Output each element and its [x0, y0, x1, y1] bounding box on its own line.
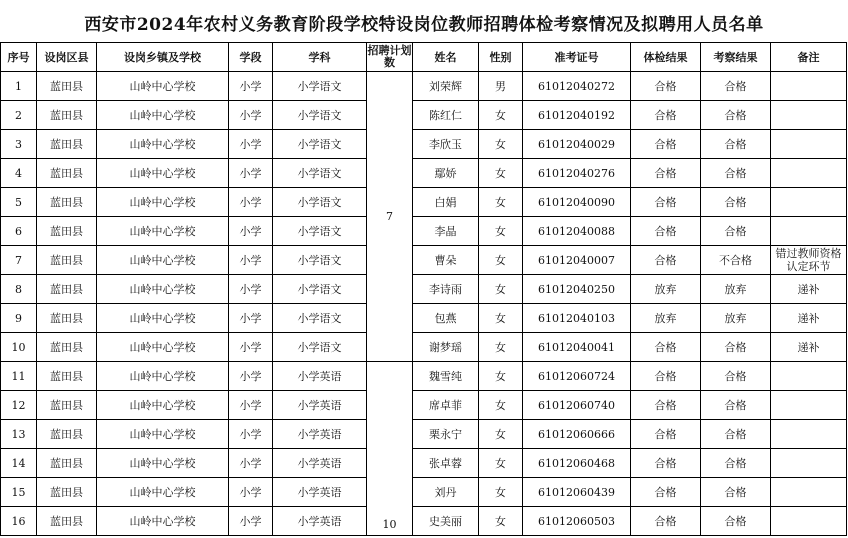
cell-name: 曹朵 — [413, 246, 479, 275]
cell-school: 山岭中心学校 — [97, 507, 229, 536]
cell-stage: 小学 — [229, 478, 273, 507]
cell-county: 蓝田县 — [37, 159, 97, 188]
cell-gender: 女 — [479, 304, 523, 333]
cell-remark — [771, 478, 847, 507]
cell-physical: 合格 — [631, 391, 701, 420]
cell-school: 山岭中心学校 — [97, 362, 229, 391]
cell-school: 山岭中心学校 — [97, 391, 229, 420]
cell-review: 合格 — [701, 391, 771, 420]
cell-gender: 女 — [479, 188, 523, 217]
cell-exam-id: 61012060503 — [523, 507, 631, 536]
cell-name: 张卓蓉 — [413, 449, 479, 478]
cell-remark — [771, 72, 847, 101]
table-row — [1, 101, 847, 130]
cell-physical: 合格 — [631, 130, 701, 159]
cell-review: 合格 — [701, 130, 771, 159]
cell-county: 蓝田县 — [37, 478, 97, 507]
cell-name: 陈红仁 — [413, 101, 479, 130]
cell-physical: 合格 — [631, 101, 701, 130]
cell-no: 3 — [1, 130, 37, 159]
cell-review: 合格 — [701, 507, 771, 536]
cell-county: 蓝田县 — [37, 507, 97, 536]
cell-school: 山岭中心学校 — [97, 188, 229, 217]
cell-no: 8 — [1, 275, 37, 304]
cell-exam-id: 61012060468 — [523, 449, 631, 478]
cell-school: 山岭中心学校 — [97, 159, 229, 188]
cell-physical: 放弃 — [631, 304, 701, 333]
cell-school: 山岭中心学校 — [97, 333, 229, 362]
cell-review: 合格 — [701, 72, 771, 101]
cell-gender: 女 — [479, 449, 523, 478]
header-plan: 招聘计划数 — [367, 43, 413, 72]
cell-exam-id: 61012040276 — [523, 159, 631, 188]
cell-stage: 小学 — [229, 275, 273, 304]
cell-subject: 小学语文 — [273, 130, 367, 159]
cell-no: 7 — [1, 246, 37, 275]
cell-subject: 小学语文 — [273, 188, 367, 217]
cell-gender: 女 — [479, 478, 523, 507]
cell-review: 放弃 — [701, 275, 771, 304]
cell-gender: 女 — [479, 333, 523, 362]
table-row — [1, 246, 847, 275]
cell-no: 13 — [1, 420, 37, 449]
cell-stage: 小学 — [229, 362, 273, 391]
cell-stage: 小学 — [229, 130, 273, 159]
cell-county: 蓝田县 — [37, 449, 97, 478]
header-stage: 学段 — [229, 43, 273, 72]
cell-stage: 小学 — [229, 72, 273, 101]
page-title: 西安市2024年农村义务教育阶段学校特设岗位教师招聘体检考察情况及拟聘用人员名单 — [84, 15, 764, 35]
cell-name: 刘荣辉 — [413, 72, 479, 101]
cell-exam-id: 61012060666 — [523, 420, 631, 449]
cell-stage: 小学 — [229, 159, 273, 188]
cell-name: 李欣玉 — [413, 130, 479, 159]
cell-physical: 合格 — [631, 217, 701, 246]
cell-exam-id: 61012040007 — [523, 246, 631, 275]
cell-gender: 女 — [479, 420, 523, 449]
table-row — [1, 507, 847, 536]
cell-exam-id: 61012060439 — [523, 478, 631, 507]
cell-stage: 小学 — [229, 507, 273, 536]
cell-no: 4 — [1, 159, 37, 188]
cell-review: 合格 — [701, 420, 771, 449]
cell-review: 放弃 — [701, 304, 771, 333]
cell-remark: 递补 — [771, 333, 847, 362]
table-row — [1, 217, 847, 246]
cell-remark — [771, 188, 847, 217]
cell-school: 山岭中心学校 — [97, 304, 229, 333]
cell-no: 11 — [1, 362, 37, 391]
cell-physical: 放弃 — [631, 275, 701, 304]
cell-subject: 小学英语 — [273, 420, 367, 449]
cell-stage: 小学 — [229, 101, 273, 130]
cell-name: 包燕 — [413, 304, 479, 333]
cell-school: 山岭中心学校 — [97, 449, 229, 478]
cell-physical: 合格 — [631, 333, 701, 362]
cell-county: 蓝田县 — [37, 420, 97, 449]
personnel-table — [0, 42, 847, 536]
cell-remark — [771, 130, 847, 159]
cell-remark — [771, 391, 847, 420]
cell-no: 1 — [1, 72, 37, 101]
cell-stage: 小学 — [229, 333, 273, 362]
cell-name: 刘丹 — [413, 478, 479, 507]
cell-name: 李诗雨 — [413, 275, 479, 304]
header-gender: 性别 — [479, 43, 523, 72]
cell-no: 16 — [1, 507, 37, 536]
cell-school: 山岭中心学校 — [97, 420, 229, 449]
table-row — [1, 304, 847, 333]
cell-review: 合格 — [701, 217, 771, 246]
cell-remark — [771, 217, 847, 246]
cell-county: 蓝田县 — [37, 217, 97, 246]
cell-review: 合格 — [701, 449, 771, 478]
header-subject: 学科 — [273, 43, 367, 72]
cell-school: 山岭中心学校 — [97, 130, 229, 159]
cell-physical: 合格 — [631, 420, 701, 449]
cell-subject: 小学语文 — [273, 333, 367, 362]
cell-county: 蓝田县 — [37, 391, 97, 420]
cell-physical: 合格 — [631, 478, 701, 507]
cell-remark: 递补 — [771, 275, 847, 304]
cell-name: 李晶 — [413, 217, 479, 246]
cell-school: 山岭中心学校 — [97, 101, 229, 130]
table-row — [1, 449, 847, 478]
header-no: 序号 — [1, 43, 37, 72]
cell-gender: 女 — [479, 159, 523, 188]
cell-subject: 小学语文 — [273, 275, 367, 304]
cell-plan-count: 7 — [367, 72, 413, 362]
cell-gender: 女 — [479, 130, 523, 159]
cell-physical: 合格 — [631, 246, 701, 275]
cell-plan-count: 10 — [367, 362, 413, 536]
cell-school: 山岭中心学校 — [97, 478, 229, 507]
cell-subject: 小学英语 — [273, 362, 367, 391]
table-header-row — [1, 43, 847, 72]
cell-physical: 合格 — [631, 72, 701, 101]
cell-subject: 小学语文 — [273, 159, 367, 188]
cell-remark — [771, 507, 847, 536]
cell-county: 蓝田县 — [37, 188, 97, 217]
cell-review: 合格 — [701, 188, 771, 217]
header-county: 设岗区县 — [37, 43, 97, 72]
cell-review: 合格 — [701, 159, 771, 188]
cell-subject: 小学语文 — [273, 101, 367, 130]
cell-exam-id: 61012040250 — [523, 275, 631, 304]
cell-subject: 小学英语 — [273, 507, 367, 536]
cell-name: 魏雪纯 — [413, 362, 479, 391]
cell-name: 白娟 — [413, 188, 479, 217]
table-row — [1, 391, 847, 420]
header-review: 考察结果 — [701, 43, 771, 72]
cell-review: 不合格 — [701, 246, 771, 275]
cell-name: 鄢娇 — [413, 159, 479, 188]
cell-gender: 女 — [479, 507, 523, 536]
cell-physical: 合格 — [631, 362, 701, 391]
cell-stage: 小学 — [229, 188, 273, 217]
cell-physical: 合格 — [631, 449, 701, 478]
cell-county: 蓝田县 — [37, 304, 97, 333]
table-row — [1, 420, 847, 449]
cell-stage: 小学 — [229, 449, 273, 478]
cell-subject: 小学英语 — [273, 449, 367, 478]
cell-name: 栗永宁 — [413, 420, 479, 449]
table-row — [1, 362, 847, 391]
cell-remark — [771, 362, 847, 391]
cell-review: 合格 — [701, 101, 771, 130]
table-row — [1, 72, 847, 101]
cell-exam-id: 61012040029 — [523, 130, 631, 159]
cell-remark — [771, 420, 847, 449]
header-name: 姓名 — [413, 43, 479, 72]
cell-review: 合格 — [701, 333, 771, 362]
cell-exam-id: 61012040103 — [523, 304, 631, 333]
cell-review: 合格 — [701, 362, 771, 391]
cell-gender: 女 — [479, 391, 523, 420]
cell-county: 蓝田县 — [37, 246, 97, 275]
cell-exam-id: 61012040088 — [523, 217, 631, 246]
cell-gender: 女 — [479, 101, 523, 130]
cell-remark — [771, 101, 847, 130]
cell-physical: 合格 — [631, 159, 701, 188]
cell-remark: 错过教师资格认定环节 — [771, 246, 847, 275]
cell-review: 合格 — [701, 478, 771, 507]
header-remark: 备注 — [771, 43, 847, 72]
cell-no: 2 — [1, 101, 37, 130]
cell-no: 14 — [1, 449, 37, 478]
cell-gender: 女 — [479, 362, 523, 391]
table-body — [1, 72, 847, 536]
cell-school: 山岭中心学校 — [97, 217, 229, 246]
cell-gender: 男 — [479, 72, 523, 101]
cell-stage: 小学 — [229, 246, 273, 275]
cell-no: 10 — [1, 333, 37, 362]
header-physical: 体检结果 — [631, 43, 701, 72]
cell-no: 15 — [1, 478, 37, 507]
table-row — [1, 188, 847, 217]
cell-county: 蓝田县 — [37, 101, 97, 130]
header-exam-id: 准考证号 — [523, 43, 631, 72]
cell-subject: 小学语文 — [273, 217, 367, 246]
cell-remark: 递补 — [771, 304, 847, 333]
cell-exam-id: 61012060740 — [523, 391, 631, 420]
cell-county: 蓝田县 — [37, 362, 97, 391]
cell-no: 12 — [1, 391, 37, 420]
cell-subject: 小学语文 — [273, 304, 367, 333]
cell-physical: 合格 — [631, 507, 701, 536]
cell-school: 山岭中心学校 — [97, 246, 229, 275]
cell-exam-id: 61012040272 — [523, 72, 631, 101]
cell-stage: 小学 — [229, 304, 273, 333]
cell-exam-id: 61012040192 — [523, 101, 631, 130]
table-row — [1, 159, 847, 188]
table-row — [1, 478, 847, 507]
cell-exam-id: 61012040090 — [523, 188, 631, 217]
cell-subject: 小学语文 — [273, 72, 367, 101]
cell-stage: 小学 — [229, 420, 273, 449]
cell-physical: 合格 — [631, 188, 701, 217]
cell-remark — [771, 159, 847, 188]
cell-county: 蓝田县 — [37, 275, 97, 304]
cell-county: 蓝田县 — [37, 130, 97, 159]
cell-subject: 小学英语 — [273, 478, 367, 507]
cell-subject: 小学英语 — [273, 391, 367, 420]
cell-county: 蓝田县 — [37, 72, 97, 101]
cell-gender: 女 — [479, 275, 523, 304]
cell-gender: 女 — [479, 246, 523, 275]
cell-county: 蓝田县 — [37, 333, 97, 362]
cell-name: 史美丽 — [413, 507, 479, 536]
cell-name: 席卓菲 — [413, 391, 479, 420]
cell-remark — [771, 449, 847, 478]
table-row — [1, 130, 847, 159]
cell-no: 5 — [1, 188, 37, 217]
cell-exam-id: 61012040041 — [523, 333, 631, 362]
cell-school: 山岭中心学校 — [97, 275, 229, 304]
cell-stage: 小学 — [229, 217, 273, 246]
table-row — [1, 275, 847, 304]
cell-stage: 小学 — [229, 391, 273, 420]
table-row — [1, 333, 847, 362]
cell-exam-id: 61012060724 — [523, 362, 631, 391]
header-school: 设岗乡镇及学校 — [97, 43, 229, 72]
cell-no: 9 — [1, 304, 37, 333]
cell-school: 山岭中心学校 — [97, 72, 229, 101]
cell-subject: 小学语文 — [273, 246, 367, 275]
cell-gender: 女 — [479, 217, 523, 246]
cell-no: 6 — [1, 217, 37, 246]
cell-name: 谢梦瑶 — [413, 333, 479, 362]
